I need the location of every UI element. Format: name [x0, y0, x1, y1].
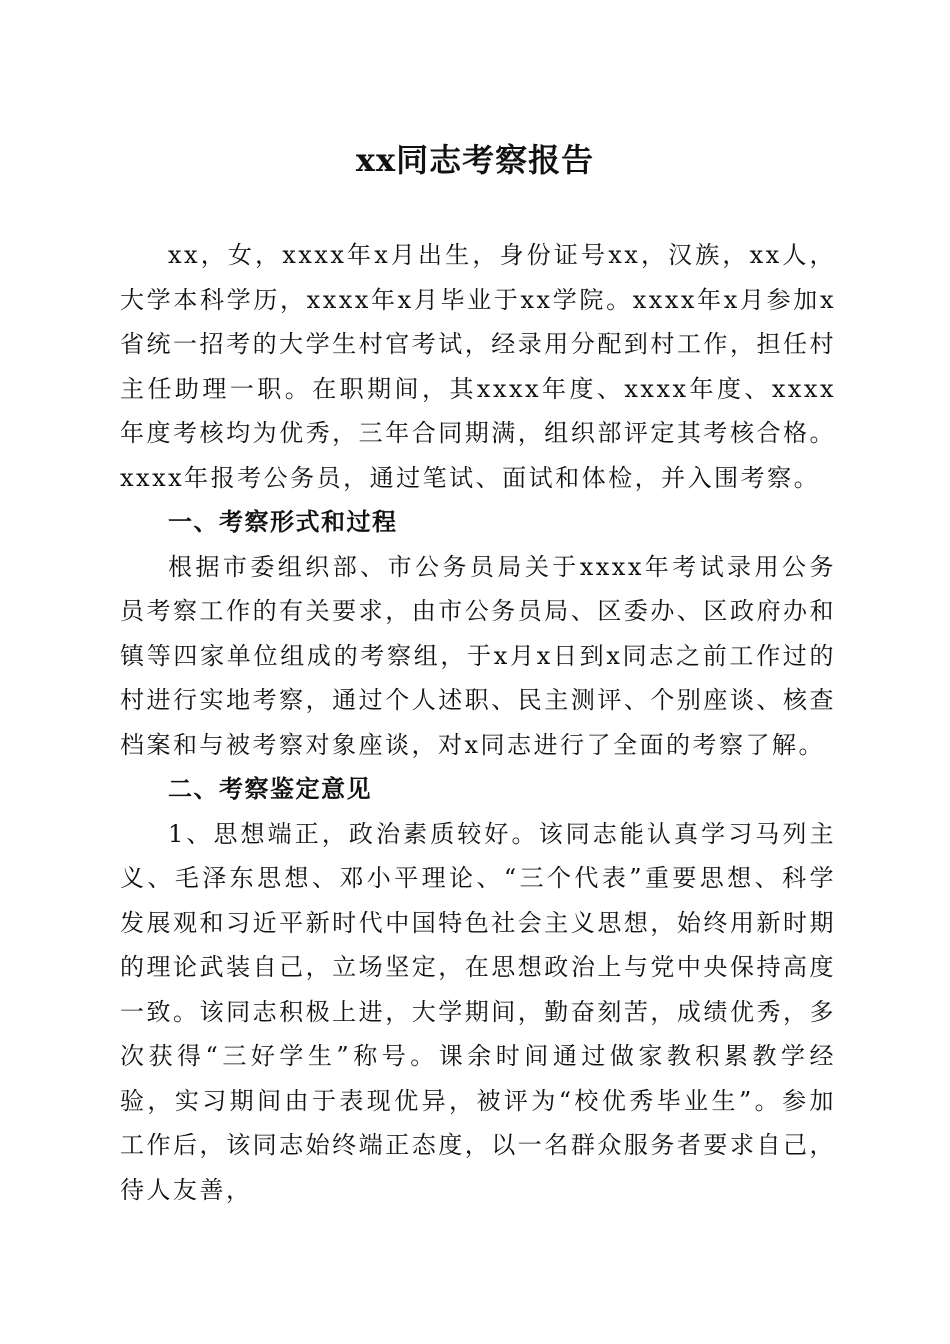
section-1-paragraph: 根据市委组织部、市公务员局关于xxxx年考试录用公务员考察工作的有关要求，由市公务员局、区委办、区政府办和镇等四家单位组成的考察组，于x月x日到x同志之前工作过的村进行实地考察，通过个人述职、民主测评、个别座谈、核查档案和与被考察对象座谈，对x同志进行了全面的考察了解。 [120, 552, 836, 759]
document-title: xx同志考察报告 [355, 141, 595, 179]
document-body [120, 233, 836, 1212]
intro-paragraph: xx，女，xxxx年x月出生，身份证号xx，汉族，xx人，大学本科学历，xxxx年x月毕业于xx学院。xxxx年x月参加x省统一招考的大学生村官考试，经录用分配到村工作，担任村主任助理一职。在职期间，其xxxx年度、xxxx年度、xxxx年度考核均为优秀，三年合同期满，组织部评定其考核合格。xxxx年报考公务员，通过笔试、面试和体检，并入围考察。 [120, 241, 836, 492]
section-heading-1: 一、考察形式和过程 [168, 507, 398, 536]
section-heading-2: 二、考察鉴定意见 [168, 774, 372, 803]
section-2-paragraph: 1、思想端正，政治素质较好。该同志能认真学习马列主义、毛泽东思想、邓小平理论、“三个代表”重要思想、科学发展观和习近平新时代中国特色社会主义思想，始终用新时期的理论武装自己，立场坚定，在思想政治上与党中央保持高度一致。该同志积极上进，大学期间，勤奋刻苦，成绩优秀，多次获得“三好学生”称号。课余时间通过做家教积累教学经验，实习期间由于表现优异，被评为“校优秀毕业生”。参加工作后，该同志始终端正态度，以一名群众服务者要求自己，待人友善， [120, 819, 836, 1204]
